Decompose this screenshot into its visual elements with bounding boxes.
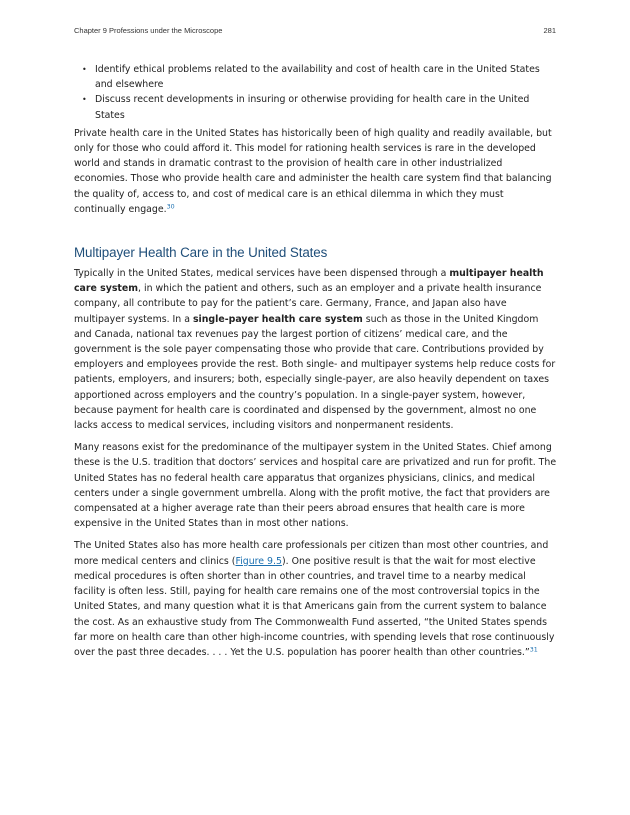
intro-text: Private health care in the United States has historically been of high quality and readily available, but only for those who could afford it. This model for rationing health services is rare in the developed world and stands in dramatic contrast to the provision of health care in other industrialized economies. Those who provide health care and administer the health care system find that balancing the quality of, access to, and cost of medical care is an ethical dilemma in which they must continually engage. — [74, 127, 552, 215]
page-number: 281 — [543, 26, 556, 35]
footnote-ref-31[interactable]: 31 — [529, 646, 538, 654]
section-heading: Multipayer Health Care in the United States — [74, 245, 328, 261]
term-single-payer: single-payer health care system — [192, 313, 363, 325]
paragraph-text: The United States also has more health care professionals per citizen than most other countries, and more medical centers and clinics ( — [74, 540, 549, 567]
term-multipayer: multipayer health care system — [74, 268, 544, 295]
paragraph-text: such as those in the United Kingdom and Canada, national tax revenues pay the largest portion of citizens’ medical care, and the government is the sole payer compensating those who provide that care. Contributions provided by employers and employees provide the rest. Both single- and multipayer systems help reduce costs for patients, employers, and insurers; both, especially single-payer, are also heavily dependent on taxes apportioned across employers and the country’s population. In a single-payer system, however, because payment for health care is coordinated and dispensed by the government, almost no one lacks access to medical services, including visitors and nonpermanent residents. — [74, 313, 556, 432]
objective-item: • Discuss recent developments in insuring or otherwise providing for health care in the United States — [74, 92, 558, 122]
chapter-title: Chapter 9 Professions under the Microscope — [74, 26, 223, 35]
paragraph-text: , in which the patient and others, such as an employer and a private health insurance company, all contribute to pay for the patient’s care. Germany, France, and Japan also have multipayer systems. In a — [74, 283, 542, 325]
footnote-ref-30[interactable]: 30 — [166, 203, 175, 211]
figure-link[interactable]: Figure 9.5 — [235, 555, 282, 567]
page-content — [74, 62, 558, 667]
learning-objectives-list — [74, 62, 558, 123]
intro-paragraph — [74, 126, 558, 217]
paragraph-text: ). One positive result is that the wait for most elective medical procedures is often shorter than in other countries, and travel time to a nearby medical facility is often less. Still, paying for health care remains one of the most controversial topics in the United States, and many question what it is that Americans gain from the current system to balance the cost. As an exhaustive study from The Commonwealth Fund asserted, “the United States spends far more on health care than other high-income countries, with spending levels that rose continuously over the past three decades. . . . Yet the U.S. population has poorer health than other countries.” — [74, 555, 555, 658]
paragraph-text: Typically in the United States, medical services have been dispensed through a — [74, 268, 450, 280]
paragraph-professionals — [74, 538, 558, 660]
paragraph-reasons: Many reasons exist for the predominance of the multipayer system in the United States. Chief among these is the U.S. tradition that doctors’ services and hospital care are privatized and run for profit. The United States has no federal health care apparatus that organizes physicians, clinics, and medical centers under a single government umbrella. Along with the profit motive, the fact that providers are compensated at a higher average rate than their peers abroad ensures that health care is more expensive in the United States than in most other nations. — [74, 442, 557, 530]
objective-item: • Identify ethical problems related to the availability and cost of health care in the United States and elsewhere — [74, 62, 558, 92]
running-header — [74, 26, 556, 38]
paragraph-multipayer — [74, 266, 558, 433]
